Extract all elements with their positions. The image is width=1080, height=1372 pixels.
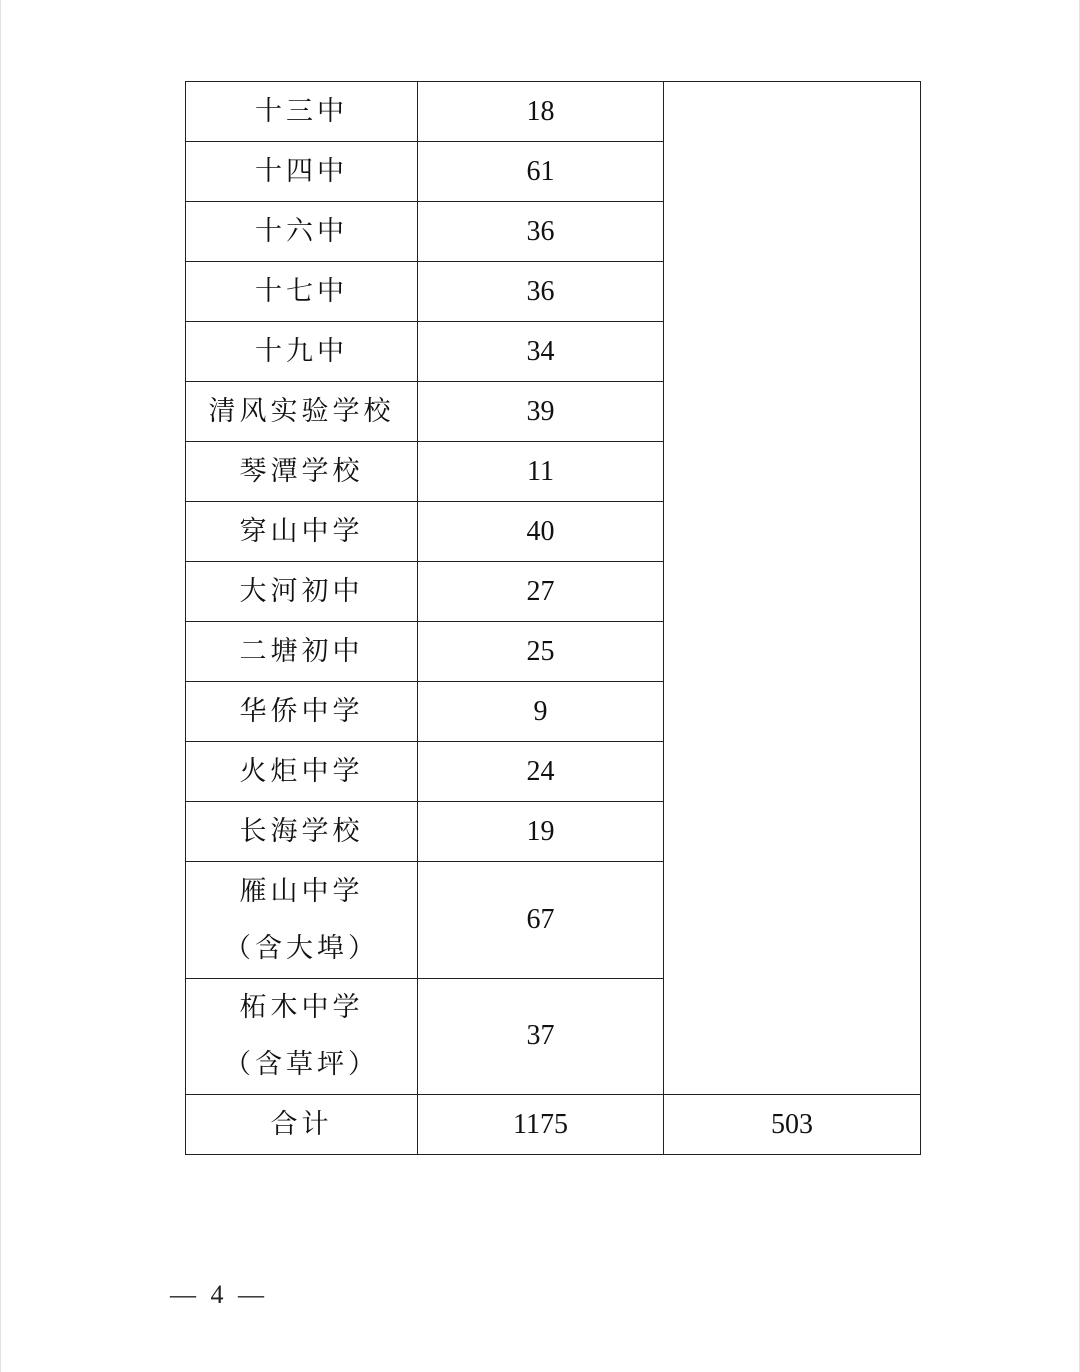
count-value: 36 (526, 275, 555, 307)
school-name: 十三中 (255, 95, 348, 127)
total-count: 1175 (513, 1108, 568, 1140)
count-value: 24 (526, 755, 555, 787)
count-cell (418, 262, 664, 322)
school-name: 火炬中学 (239, 755, 364, 787)
school-name: 二塘初中 (239, 635, 364, 667)
school-name: 琴潭学校 (239, 455, 364, 487)
merged-empty-cell (664, 82, 921, 1095)
school-cell (186, 382, 418, 442)
count-value: 61 (526, 155, 555, 187)
count-cell (418, 442, 664, 502)
school-cell (186, 82, 418, 142)
count-value: 37 (526, 1020, 555, 1052)
school-name: 华侨中学 (239, 695, 364, 727)
total-count-cell (418, 1095, 664, 1155)
count-cell (418, 742, 664, 802)
school-name: 穿山中学 (239, 515, 364, 547)
school-name: 十九中 (255, 335, 348, 367)
school-name: 十四中 (255, 155, 348, 187)
count-cell (418, 622, 664, 682)
school-name-line2: （含大埠） (224, 932, 379, 964)
count-cell (418, 202, 664, 262)
school-cell (186, 502, 418, 562)
count-value: 40 (526, 515, 555, 547)
count-cell (418, 682, 664, 742)
school-cell (186, 442, 418, 502)
count-value: 39 (526, 395, 555, 427)
total-row (186, 1095, 921, 1155)
total-col3-value: 503 (771, 1108, 813, 1140)
school-name: 清风实验学校 (208, 395, 395, 427)
total-label-cell (186, 1095, 418, 1155)
school-name: 大河初中 (239, 575, 364, 607)
school-name-line1: 雁山中学 (239, 875, 364, 907)
school-cell (186, 142, 418, 202)
count-value: 11 (527, 455, 554, 487)
count-value: 9 (533, 695, 548, 727)
school-name-line1: 柘木中学 (239, 992, 364, 1024)
count-cell (418, 322, 664, 382)
allocation-table (185, 81, 921, 1155)
total-col3-cell (664, 1095, 921, 1155)
count-cell (418, 978, 664, 1095)
school-cell (186, 978, 418, 1095)
school-cell (186, 682, 418, 742)
count-value: 36 (526, 215, 555, 247)
count-cell (418, 82, 664, 142)
school-cell (186, 262, 418, 322)
count-cell (418, 502, 664, 562)
school-cell (186, 322, 418, 382)
school-cell (186, 742, 418, 802)
total-label: 合计 (270, 1108, 333, 1140)
school-cell (186, 562, 418, 622)
count-cell (418, 802, 664, 862)
table-row (186, 82, 921, 142)
school-cell (186, 622, 418, 682)
count-cell (418, 562, 664, 622)
count-cell (418, 382, 664, 442)
page-number: — 4 — (170, 1280, 268, 1309)
count-value: 67 (526, 903, 555, 935)
school-name: 十七中 (255, 275, 348, 307)
count-value: 34 (526, 335, 555, 367)
count-value: 19 (526, 815, 555, 847)
school-name: 十六中 (255, 215, 348, 247)
count-value: 25 (526, 635, 555, 667)
school-name-line2: （含草坪） (224, 1049, 379, 1081)
school-name: 长海学校 (239, 815, 364, 847)
count-value: 18 (526, 95, 555, 127)
count-value: 27 (526, 575, 555, 607)
school-cell (186, 862, 418, 979)
count-cell (418, 142, 664, 202)
count-cell (418, 862, 664, 979)
school-cell (186, 202, 418, 262)
school-cell (186, 802, 418, 862)
